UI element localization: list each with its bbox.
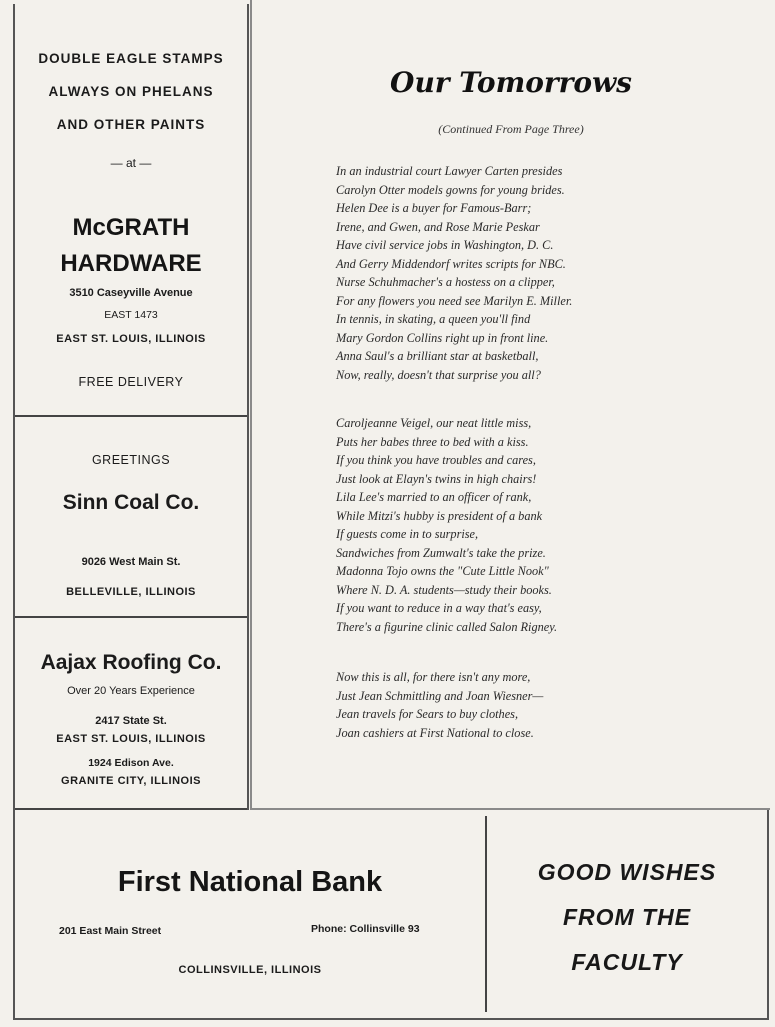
poem-line: Anna Saul's a brilliant star at basketball, bbox=[336, 349, 539, 363]
poem-line: Puts her babes three to bed with a kiss. bbox=[336, 434, 529, 449]
poem-line: In an industrial court Lawyer Carten presides bbox=[336, 164, 563, 178]
poem-line: Jean travels for Sears to buy clothes, bbox=[336, 707, 519, 721]
poem-line: Where N. D. A. students—study their books. bbox=[336, 582, 552, 597]
ad-aajax-tagline: Over 20 Years Experience bbox=[67, 685, 195, 697]
poem-line: In tennis, in skating, a queen you'll find bbox=[336, 312, 531, 326]
slogan-line: ALWAYS ON PHELANS bbox=[48, 84, 214, 99]
poem-line: Carolyn Otter models gowns for young brides. bbox=[336, 182, 565, 197]
company-name-line: HARDWARE bbox=[60, 250, 202, 277]
ad-first-national-bank bbox=[15, 810, 485, 1018]
ad-sinn-greeting: GREETINGS bbox=[91, 453, 171, 467]
poem-line: Joan cashiers at First National to close. bbox=[336, 725, 534, 740]
ad-mcgrath-address: 3510 Caseyville Avenue bbox=[69, 287, 193, 299]
ad-mcgrath-hardware bbox=[15, 4, 247, 414]
ad-faculty-text bbox=[487, 850, 767, 985]
ad-aajax-city1: EAST ST. LOUIS, ILLINOIS bbox=[56, 733, 206, 745]
poem-line: While Mitzi's hubby is president of a bank bbox=[336, 508, 543, 523]
faculty-line: GOOD WISHES bbox=[537, 859, 717, 885]
poem-line: For any flowers you need see Marilyn E. Miller. bbox=[336, 293, 573, 308]
faculty-line: FACULTY bbox=[571, 949, 683, 975]
ad-mcgrath-at: — at — bbox=[110, 156, 152, 170]
ad-mcgrath-delivery: FREE DELIVERY bbox=[78, 375, 184, 389]
poem-section bbox=[250, 0, 770, 810]
poem-title: Our Tomorrows bbox=[390, 66, 632, 99]
ad-mcgrath-slogan bbox=[15, 42, 247, 141]
ad-aajax-city2: GRANITE CITY, ILLINOIS bbox=[61, 775, 201, 787]
ad-faculty-wishes bbox=[487, 810, 767, 1018]
ad-sinn-address: 9026 West Main St. bbox=[81, 556, 181, 568]
poem-line: Madonna Tojo owns the "Cute Little Nook" bbox=[336, 564, 549, 578]
poem-line: Now, really, doesn't that surprise you all? bbox=[336, 367, 541, 382]
poem-line: Irene, and Gwen, and Rose Marie Peskar bbox=[336, 219, 540, 234]
poem-subtitle: (Continued From Page Three) bbox=[438, 122, 584, 136]
poem-line: Sandwiches from Zumwalt's take the prize. bbox=[336, 545, 546, 560]
poem-line: Just look at Elayn's twins in high chairs! bbox=[336, 471, 537, 486]
poem-line: Have civil service jobs in Washington, D. C. bbox=[336, 238, 554, 252]
poem-line: If guests come in to surprise, bbox=[336, 527, 479, 541]
ad-sinn-city: BELLEVILLE, ILLINOIS bbox=[66, 586, 196, 598]
poem-line: Caroljeanne Veigel, our neat little miss, bbox=[336, 416, 532, 430]
poem-line: Mary Gordon Collins right up in front line. bbox=[336, 330, 549, 345]
bottom-ads bbox=[13, 810, 769, 1020]
slogan-line: AND OTHER PAINTS bbox=[56, 117, 206, 132]
poem-line: Helen Dee is a buyer for Famous-Barr; bbox=[336, 201, 532, 215]
poem-line: Lila Lee's married to an officer of rank, bbox=[336, 490, 532, 504]
poem-line: Just Jean Schmittling and Joan Wiesner— bbox=[336, 688, 544, 703]
ad-sinn-name: Sinn Coal Co. bbox=[62, 491, 200, 514]
poem-line: Nurse Schuhmacher's a hostess on a clipper, bbox=[336, 275, 555, 289]
poem-stanza-1 bbox=[336, 162, 572, 384]
faculty-line: FROM THE bbox=[562, 904, 692, 930]
ad-aajax-address1: 2417 State St. bbox=[95, 715, 167, 727]
poem-stanza-3 bbox=[336, 668, 543, 742]
ad-bank-phone: Phone: Collinsville 93 bbox=[311, 923, 420, 935]
ad-bank-address: 201 East Main Street bbox=[59, 925, 162, 937]
poem-line: And Gerry Middendorf writes scripts for NBC. bbox=[336, 256, 566, 271]
ad-sinn-coal bbox=[15, 417, 247, 615]
slogan-line: DOUBLE EAGLE STAMPS bbox=[38, 51, 224, 66]
poem-line: Now this is all, for there isn't any more, bbox=[336, 670, 531, 684]
ad-column bbox=[13, 4, 249, 810]
poem-stanza-2 bbox=[336, 414, 557, 636]
ad-bank-name: First National Bank bbox=[117, 866, 383, 898]
poem-line: If you want to reduce in a way that's easy, bbox=[336, 601, 542, 615]
ad-aajax-address2: 1924 Edison Ave. bbox=[88, 757, 174, 769]
ad-mcgrath-name bbox=[15, 210, 247, 282]
poem-line: If you think you have troubles and cares, bbox=[336, 453, 536, 467]
ad-aajax-roofing bbox=[15, 618, 247, 810]
poem-line: There's a figurine clinic called Salon Rigney. bbox=[336, 619, 558, 634]
ad-mcgrath-phone: EAST 1473 bbox=[104, 309, 158, 321]
ad-bank-city: COLLINSVILLE, ILLINOIS bbox=[178, 964, 322, 976]
ad-aajax-name: Aajax Roofing Co. bbox=[40, 651, 222, 674]
ad-mcgrath-city: EAST ST. LOUIS, ILLINOIS bbox=[56, 333, 206, 345]
company-name-line: McGRATH bbox=[72, 214, 190, 241]
